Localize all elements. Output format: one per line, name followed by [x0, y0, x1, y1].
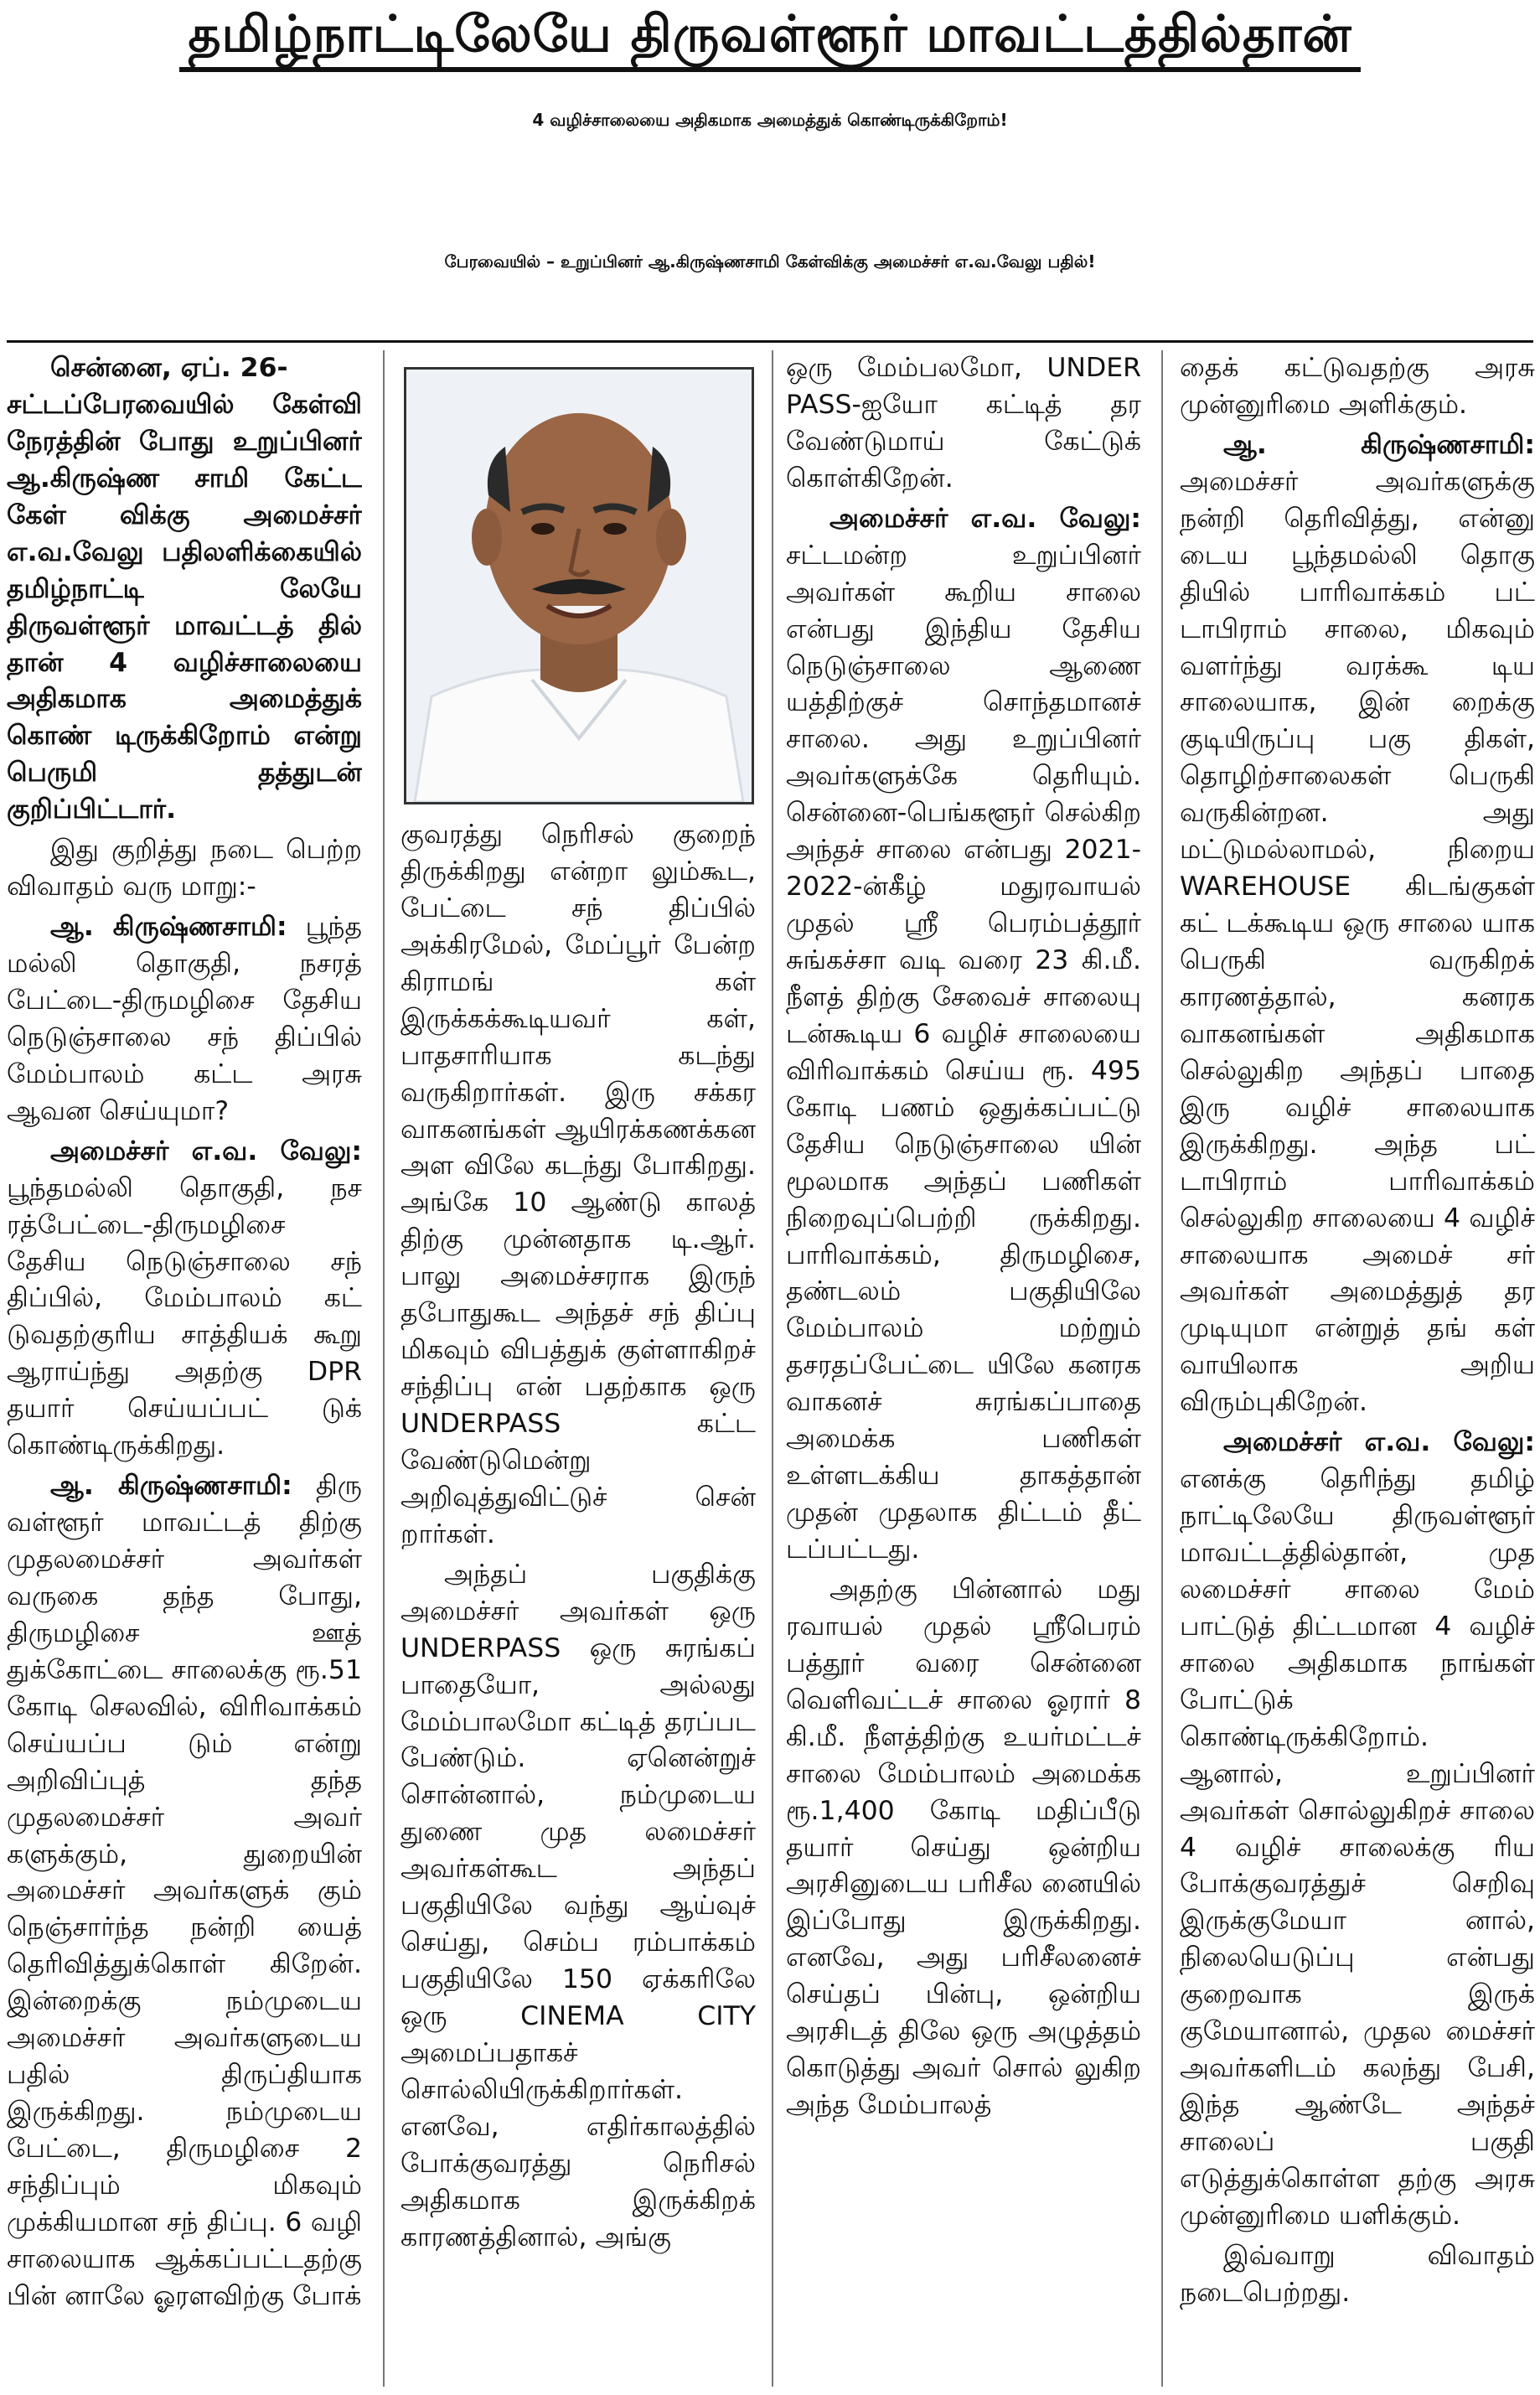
speech-text: திரு வள்ளூர் மாவட்டத் திற்கு முதலமைச்சர் அவர்கள் வருகை தந்த போது, திருமழிசை ஊத் துக்கோட்டை சாலைக்கு ரூ.51 கோடி செலவில், விரிவாக்கம் செய்யப்ப டும் என்று அறிவிப்புத் தந்த முதலமைச்சர் அவர் களுக்கும், துறையின் அமைச்சர் அவர்களுக் கும் நெஞ்சார்ந்த நன்றி யைத் தெரிவித்துக்கொள் கிறேன். இன்றைக்கு நம்முடைய அமைச்சர் அவர்களுடைய பதில் திருப்தியாக இருக்கிறது. நம்முடைய பேட்டை, திருமழிசை 2 சந்திப்பும் மிகவும் முக்கியமான சந் திப்பு. 6 வழி சாலையாக ஆக்கப்பட்டதற்கு பின் னாலே ஓரளவிற்கு போக் — [7, 1471, 362, 2311]
paragraph: தைக் கட்டுவதற்கு அரசு முன்னுரிமை அளிக்கும். — [1180, 353, 1535, 420]
column-divider — [772, 350, 773, 2387]
speech-text: சட்டமன்ற உறுப்பினர் அவர்கள் கூறிய சாலை என்பது இந்திய தேசிய நெடுஞ்சாலை ஆணை யத்திற்குச் சொந்தமானச் சாலை. அது உறுப்பினர் அவர்களுக்கே தெரியும். சென்னை-பெங்களூர் செல்கிற அந்தச் சாலை என்பது 2021-2022-ன்கீழ் மதுரவாயல் முதல் ஸ்ரீ பெரம்பத்தூர் சுங்கச்சா வடி வரை 23 கி.மீ. நீளத் திற்கு சேவைச் சாலையு டன்கூடிய 6 வழிச் சாலையை விரிவாக்கம் செய்ய ரூ. 495 கோடி பணம் ஒதுக்கப்பட்டு தேசிய நெடுஞ்சாலை யின் மூலமாக அந்தப் பணிகள் நிறைவுப்பெற்றி ருக்கிறது. பாரிவாக்கம், திருமழிசை, தண்டலம் பகுதியிலே மேம்பாலம் மற்றும் தசரதப்பேட்டை யிலே கனரக வாகனச் சுரங்கப்பாதை அமைக்க பணிகள் உள்ளடக்கிய தாகத்தான் முதன் முதலாக திட்டம் தீட் டப்பட்டது. — [786, 540, 1141, 1565]
article-column-1 — [7, 350, 362, 2387]
article-column-2 — [401, 817, 756, 2387]
subheadline: பேரவையில் – உறுப்பினர் ஆ.கிருஷ்ணசாமி கேள்விக்கு அமைச்சர் எ.வ.வேலு பதில்! — [444, 251, 1096, 272]
speech-text: பூந்தமல்லி தொகுதி, நச ரத்பேட்டை-திருமழிசை தேசிய நெடுஞ்சாலை சந் திப்பில், மேம்பாலம் கட் டுவதற்குரிய சாத்தியக் கூறு ஆராய்ந்து அதற்கு DPR தயார் செய்யப்பட் டுக் கொண்டிருக்கிறது. — [7, 1172, 362, 1461]
headline: 4 வழிச்சாலையை அதிகமாக அமைத்துக் கொண்டிருக்கிறோம்! — [532, 110, 1008, 130]
paragraph — [7, 1134, 362, 1465]
speech-text: பூந்த மல்லி தொகுதி, நசரத் பேட்டை-திருமழிசை தேசிய நெடுஞ்சாலை சந் திப்பில் மேம்பாலம் கட்ட அரசு ஆவன செய்யுமா? — [7, 912, 362, 1126]
kicker-line — [0, 5, 1540, 70]
paragraph: இது குறித்து நடை பெற்ற விவாதம் வரு மாறு:- — [7, 835, 362, 903]
kicker-text: தமிழ்நாட்டிலேயே திருவள்ளூர் மாவட்டத்தில்தான் — [179, 5, 1360, 72]
paragraph — [1180, 427, 1535, 1421]
portrait-image — [406, 370, 752, 802]
speech-text: எனக்கு தெரிந்து தமிழ் நாட்டிலேயே திருவள்ளூர் மாவட்டத்தில்தான், முத லமைச்சர் சாலை மேம் பாட்டுத் திட்டமான 4 வழிச் சாலை அதிகமாக நாங்கள் போட்டுக் கொண்டிருக்கிறோம். ஆனால், உறுப்பினர் அவர்கள் சொல்லுகிறச் சாலை 4 வழிச் சாலைக்கு ரிய போக்குவரத்துச் செறிவு இருக்குமேயா னால், நிலையெடுப்பு என்பது குறைவாக இருக் குமேயானால், முதல மைச்சர் அவர்களிடம் கலந்து பேசி, இந்த ஆண்டே அந்தச் சாலைப் பகுதி எடுத்துக்கொள்ள தற்கு அரசு முன்னுரிமை யளிக்கும். — [1180, 1464, 1535, 2231]
speaker-label: ஆ. கிருஷ்ணசாமி: — [50, 1471, 292, 1502]
article-lead — [7, 350, 362, 829]
paragraph — [7, 909, 362, 1130]
paragraph — [1180, 1425, 1535, 2235]
closing-paragraph: இவ்வாறு விவாதம் நடைபெற்றது. — [1180, 2240, 1535, 2308]
speech-text: அமைச்சர் அவர்களுக்கு நன்றி தெரிவித்து, என்னு டைய பூந்தமல்லி தொகு தியில் பாரிவாக்கம் பட் டாபிராம் சாலை, மிகவும் வளர்ந்து வரக்கூ டிய சாலையாக, இன் றைக்கு குடியிருப்பு பகு திகள், தொழிற்சாலைகள் பெருகி வருகின்றன. அது மட்டுமல்லாமல், நிறைய WAREHOUSE கிடங்குகள் கட் டக்கூடிய ஒரு சாலை யாக பெருகி வருகிறக் காரணத்தால், கனரக வாகனங்கள் அதிகமாக செல்லுகிற அந்தப் பாதை இரு வழிச் சாலையாக இருக்கிறது. அந்த பட் டாபிராம் பாரிவாக்கம் செல்லுகிற சாலையை 4 வழிச் சாலையாக அமைச் சர் அவர்கள் அமைத்துத் தர முடியுமா என்றுத் தங் கள் வாயிலாக அறிய விரும்புகிறேன். — [1180, 466, 1535, 1418]
speaker-label: அமைச்சர் எ.வ. வேலு: — [1223, 1427, 1535, 1458]
lead-text: சட்டப்பேரவையில் கேள்வி நேரத்தின் போது உறுப்பினர் ஆ.கிருஷ்ண சாமி கேட்ட கேள் விக்கு அமைச்சர் எ.வ.வேலு பதிலளிக்கையில் தமிழ்நாட்டி லேயே திருவள்ளூர் மாவட்டத் தில் தான் 4 வழிச்சாலையை அதிகமாக அமைத்துக் கொண் டிருக்கிறோம் என்று பெருமி தத்துடன் குறிப்பிட்டார். — [7, 389, 362, 825]
speaker-label: அமைச்சர் எ.வ. வேலு: — [829, 503, 1141, 534]
paragraph — [7, 1468, 362, 2315]
paragraph: அந்தப் பகுதிக்கு அமைச்சர் அவர்கள் ஒரு UNDERPASS ஒரு சுரங்கப் பாதையோ, அல்லது மேம்பாலமோ கட்டித் தரப்பட பேண்டும். ஏனென்றுச் சொன்னால், நம்முடைய துணை முத லமைச்சர் அவர்கள்கூட அந்தப் பகுதியிலே வந்து ஆய்வுச் செய்து, செம்ப ரம்பாக்கம் பகுதியிலே 150 ஏக்கரிலே ஒரு CINEMA CITY அமைப்பதாகச் சொல்லியிருக்கிறார்கள். எனவே, எதிர்காலத்தில் போக்குவரத்து நெரிசல் அதிகமாக இருக்கிறக் காரணத்தினால், அங்கு — [401, 1559, 756, 2253]
column-divider — [383, 350, 385, 2387]
paragraph: ஒரு மேம்பலமோ, UNDER PASS-ஐயோ கட்டித் தர வேண்டுமாய் கேட்டுக் கொள்கிறேன். — [786, 353, 1141, 494]
speaker-label: ஆ. கிருஷ்ணசாமி: — [50, 912, 287, 943]
paragraph — [786, 501, 1141, 1569]
article-column-3 — [786, 350, 1141, 2387]
paragraph: குவரத்து நெரிசல் குறைந் திருக்கிறது என்றா லும்கூட, பேட்டை சந் திப்பில் அக்கிரமேல், மேப்பூர் பேன்ற கிராமங் கள் இருக்கக்கூடியவர் கள், பாதசாரியாக கடந்து வருகிறார்கள். இரு சக்கர வாகனங்கள் ஆயிரக்கணக்கன அள விலே கடந்து போகிறது. அங்கே 10 ஆண்டு காலத் திற்கு முன்னதாக டி.ஆர். பாலு அமைச்சராக இருந் தபோதுகூட அந்தச் சந் திப்பு மிகவும் விபத்துக் குள்ளாகிறச் சந்திப்பு என் பதற்காக ஒரு UNDERPASS கட்ட வேண்டுமென்று அறிவுத்துவிட்டுச் சென் றார்கள். — [401, 820, 756, 1549]
article-column-4 — [1180, 350, 1535, 2387]
speaker-label: ஆ. கிருஷ்ணசாமி: — [1223, 429, 1535, 460]
header-rule — [7, 340, 1533, 343]
column-divider — [1161, 350, 1163, 2387]
paragraph: அதற்கு பின்னால் மது ரவாயல் முதல் ஸ்ரீபெரம் பத்தூர் வரை சென்னை வெளிவட்டச் சாலை ஓரார் 8 கி.மீ. நீளத்திற்கு உயர்மட்டச் சாலை மேம்பாலம் அமைக்க ரூ.1,400 கோடி மதிப்பீடு தயார் செய்து ஒன்றிய அரசினுடைய பரிசீல னையில் இப்போது இருக்கிறது. எனவே, அது பரிசீலனைச் செய்தப் பின்பு, ஒன்றிய அரசிடத் திலே ஒரு அழுத்தம் கொடுத்து அவர் சொல் லுகிற அந்த மேம்பாலத் — [786, 1574, 1141, 2121]
dateline: சென்னை, ஏப். 26- — [50, 353, 288, 383]
speaker-label: அமைச்சர் எ.வ. வேலு: — [50, 1135, 362, 1166]
minister-photo — [404, 367, 754, 804]
